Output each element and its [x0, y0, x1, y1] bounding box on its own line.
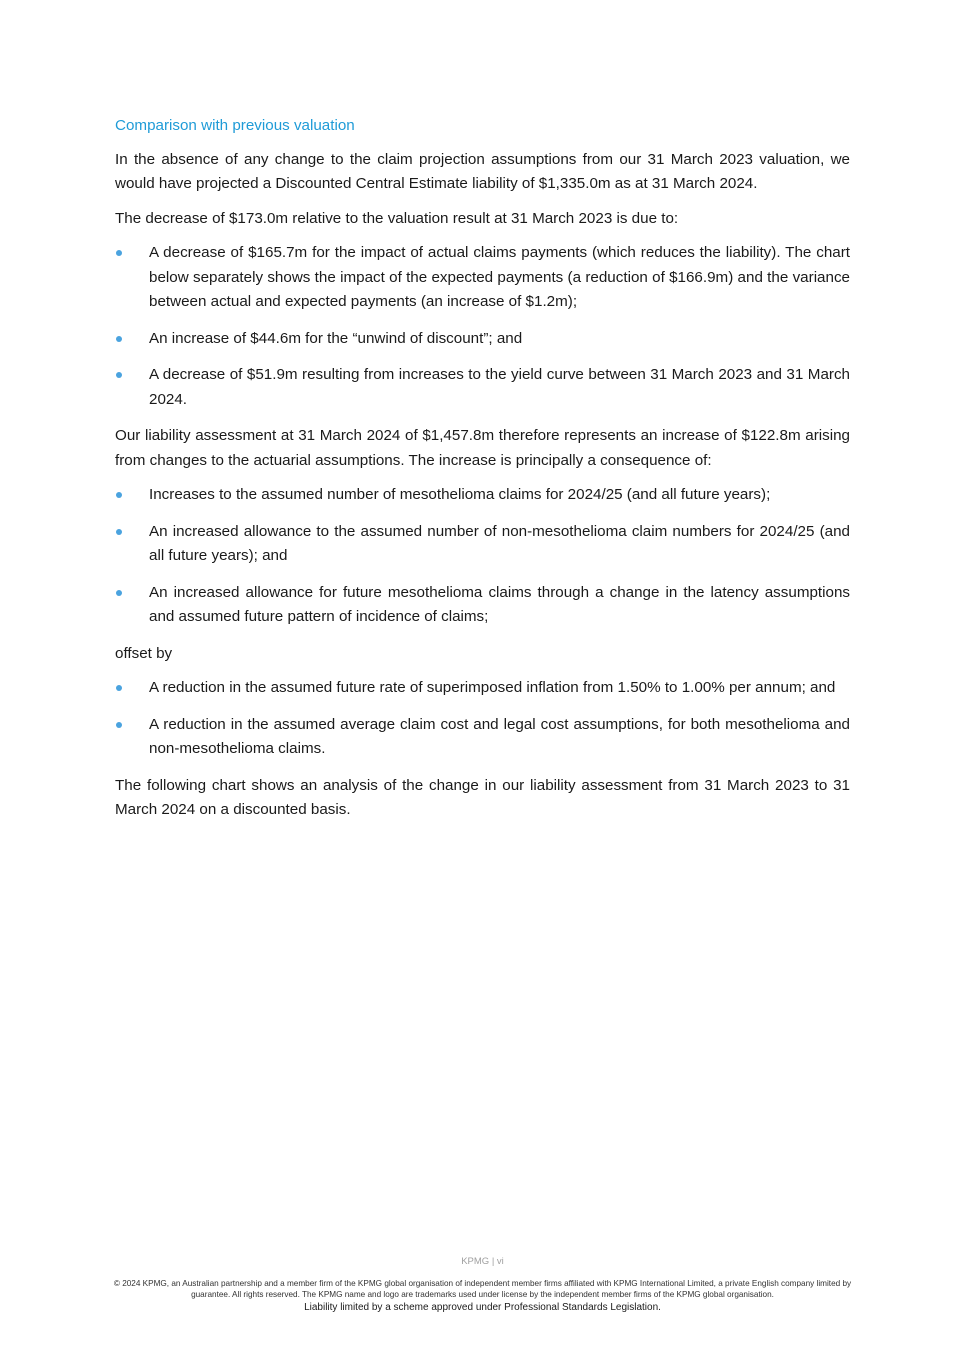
list-item-text: A reduction in the assumed average claim cost and legal cost assumptions, for both mesothelioma and non-mesothelioma claims. [149, 715, 850, 757]
paragraph-projection: In the absence of any change to the claim projection assumptions from our 31 March 2023 valuation, we would have projected a Discounted Central Estimate liability of $1,335.0m as at 31 March 2024. [115, 150, 850, 192]
list-item-text: An increased allowance to the assumed number of non-mesothelioma claim numbers for 2024/25 (and all future years); and [149, 522, 850, 564]
list-item-text: A decrease of $165.7m for the impact of actual claims payments (which reduces the liability). The chart below separately shows the impact of the expected payments (a reduction of $166.9m) and the variance between actual and expected payments (an increase of $1.2m); [149, 244, 850, 310]
list-item [115, 363, 850, 412]
increase-list [115, 483, 850, 630]
bullet-icon [116, 590, 122, 596]
decrease-list [115, 241, 850, 412]
list-item [115, 713, 850, 762]
bullet-icon [116, 372, 122, 378]
list-item-text: An increased allowance for future mesothelioma claims through a change in the latency assumptions and assumed future pattern of incidence of claims; [149, 583, 850, 625]
list-item [115, 676, 850, 701]
list-item-text: An increase of $44.6m for the “unwind of discount”; and [149, 329, 523, 347]
bullet-icon [116, 685, 122, 691]
list-item [115, 520, 850, 569]
section-heading: Comparison with previous valuation [115, 117, 355, 134]
bullet-icon [116, 492, 122, 498]
offset-list [115, 676, 850, 762]
list-item-text: A decrease of $51.9m resulting from increases to the yield curve between 31 March 2023 and 31 March 2024. [149, 366, 850, 408]
page-number: KPMG | vi [461, 1256, 504, 1267]
document-body [115, 114, 850, 833]
bullet-icon [116, 722, 122, 728]
paragraph-assessment: Our liability assessment at 31 March 2024 of $1,457.8m therefore represents an increase of $122.8m arising from changes to the actuarial assumptions. The increase is principally a consequence of: [115, 427, 850, 469]
list-item [115, 241, 850, 315]
list-item-text: A reduction in the assumed future rate of superimposed inflation from 1.50% to 1.00% per annum; and [149, 679, 836, 696]
list-item [115, 327, 850, 352]
copyright-notice: © 2024 KPMG, an Australian partnership and a member firm of the KPMG global organisation of independent member firms affiliated with KPMG International Limited, a private English company limited by guarantee. All rights reserved. The KPMG name and logo are trademarks used under license by the independent member firms of the KPMG global organisation. [113, 1279, 852, 1299]
paragraph-decrease: The decrease of $173.0m relative to the valuation result at 31 March 2023 is due to: [115, 209, 679, 227]
list-item [115, 483, 850, 508]
liability-notice: Liability limited by a scheme approved under Professional Standards Legislation. [304, 1302, 661, 1313]
bullet-icon [116, 250, 122, 256]
paragraph-chart-intro: The following chart shows an analysis of the change in our liability assessment from 31 March 2023 to 31 March 2024 on a discounted basis. [115, 776, 850, 818]
bullet-icon [116, 336, 122, 342]
list-item [115, 581, 850, 630]
bullet-icon [116, 529, 122, 535]
paragraph-offset: offset by [115, 644, 173, 662]
list-item-text: Increases to the assumed number of mesothelioma claims for 2024/25 (and all future years); [149, 486, 771, 503]
